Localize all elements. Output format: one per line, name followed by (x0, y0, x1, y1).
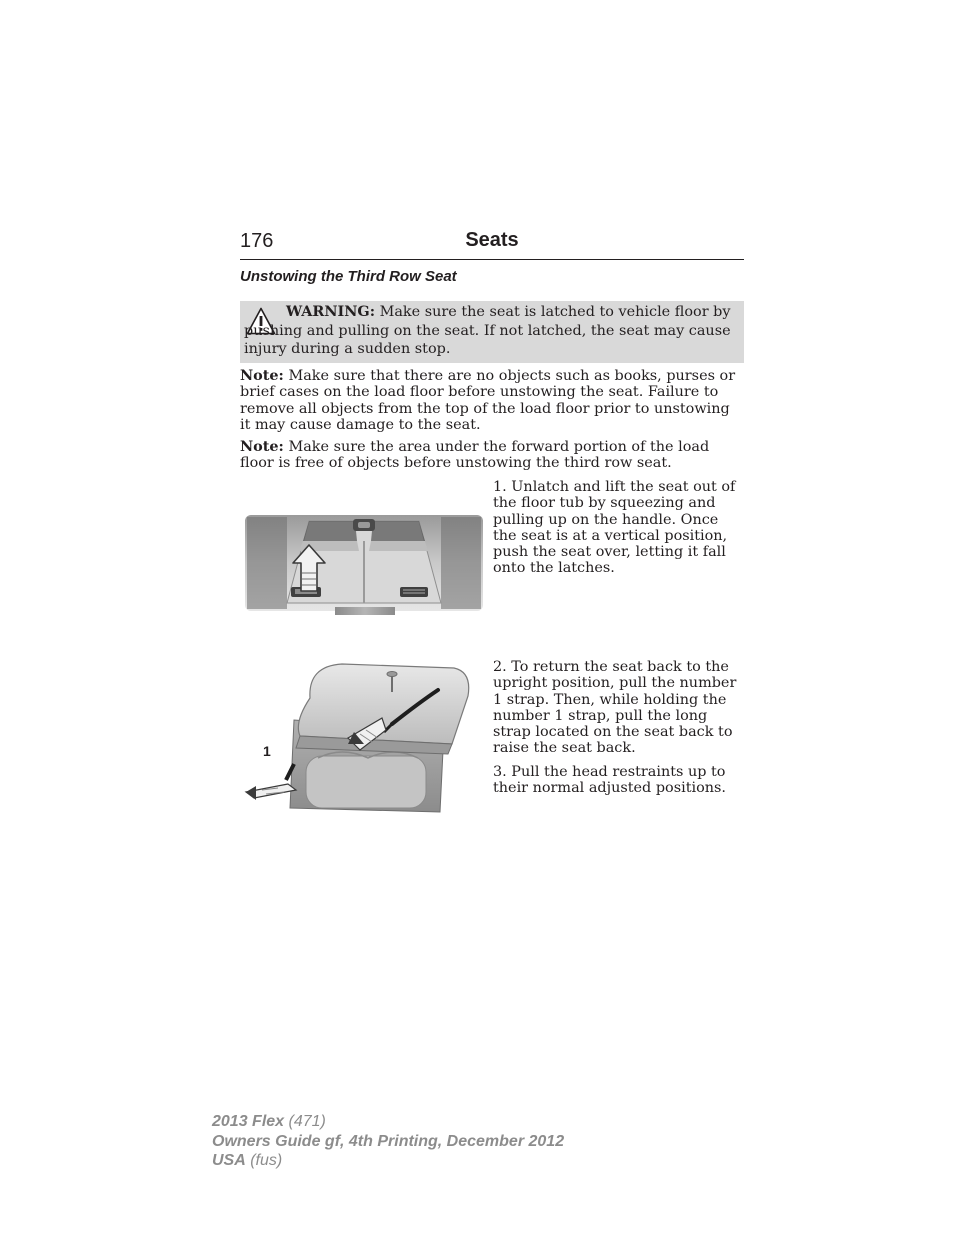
page-number: 176 (240, 230, 274, 252)
section-title: Unstowing the Third Row Seat (240, 268, 457, 285)
chapter-title: Seats (465, 229, 519, 251)
page-footer (212, 1112, 564, 1171)
note-text: Make sure that there are no objects such as books, purses or brief cases on the load floor before unstowing the seat. Failure to remove all objects from the top of the load floor prior to unstowing it may cause damage to the seat. (240, 368, 736, 433)
footer-edition-line: Owners Guide gf, 4th Printing, December 2012 (212, 1132, 565, 1150)
note-paragraph (240, 368, 744, 433)
step-1-text: 1. Unlatch and lift the seat out of the floor tub by squeezing and pulling up on the handle. Once the seat is at a vertical position, push the seat over, letting it fall onto the latches. (493, 479, 736, 577)
step-3-text: 3. Pull the head restraints up to their normal adjusted positions. (493, 764, 726, 797)
footer-market-line: USA (fus) (212, 1152, 283, 1169)
warning-label: WARNING: (286, 303, 376, 320)
seat-strap-illustration (242, 660, 474, 814)
note-text: Make sure the area under the forward portion of the load floor is free of objects before unstowing the third row seat. (240, 439, 710, 472)
load-floor-illustration (245, 511, 483, 615)
warning-box (240, 301, 744, 363)
note-label: Note: (240, 367, 284, 384)
footer-model-line: 2013 Flex (471) (212, 1113, 326, 1130)
warning-body: Make sure the seat is latched to vehicle floor by pushing and pulling on the seat. If not latched, the seat may cause injury during a sudden stop. (244, 304, 731, 357)
warning-text (244, 303, 740, 359)
note-label: Note: (240, 438, 284, 455)
note-paragraph (240, 439, 744, 472)
strap-callout-number: 1 (263, 743, 271, 759)
step-2-text: 2. To return the seat back to the upright position, pull the number 1 strap. Then, while holding the number 1 strap, pull the long strap located on the seat back to raise the seat back. (493, 659, 737, 757)
page-header (240, 228, 744, 260)
